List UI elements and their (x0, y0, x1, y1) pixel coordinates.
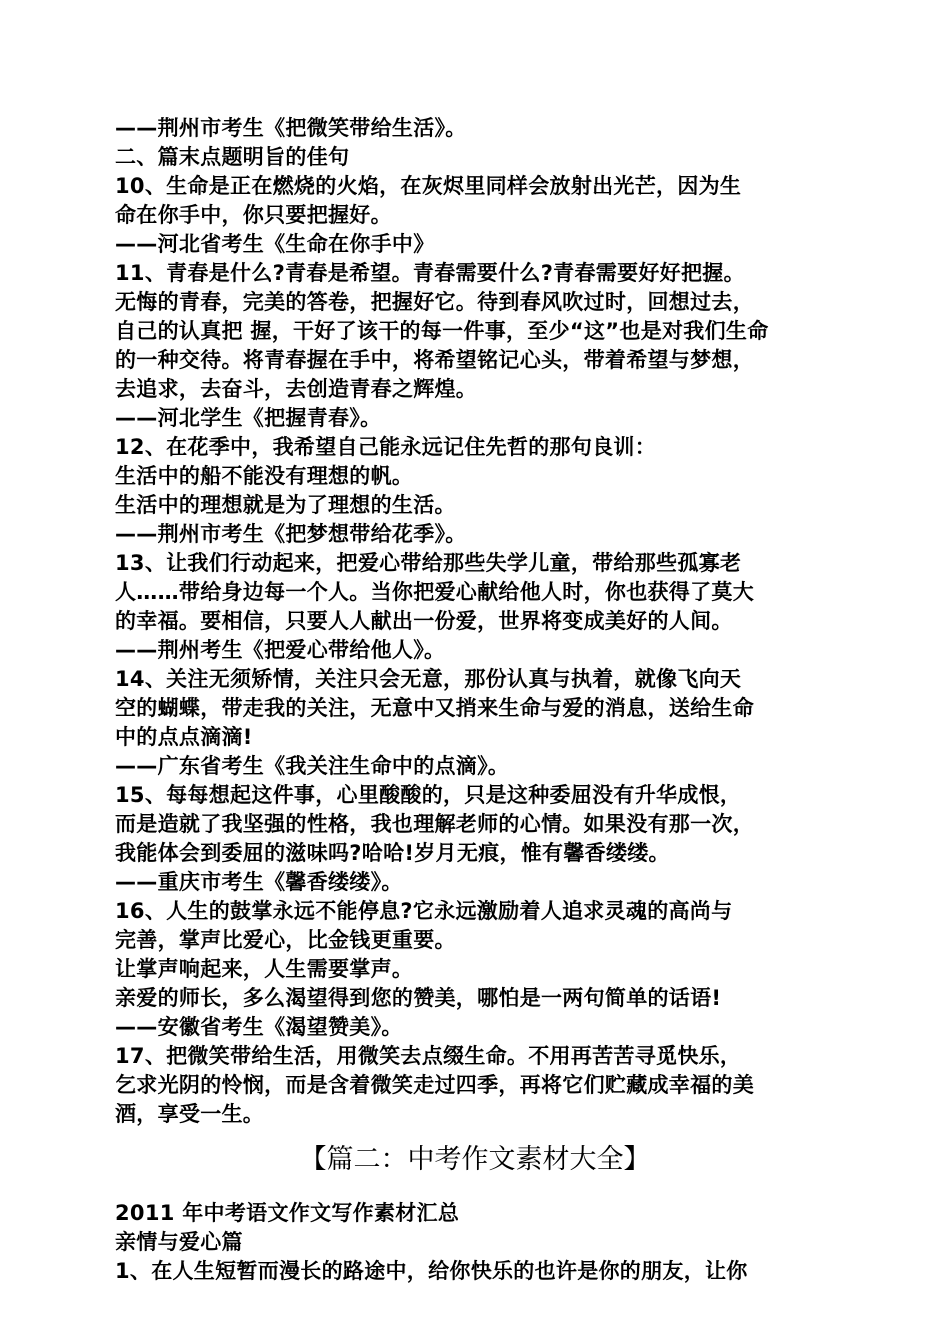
text-line: ——重庆市考生《馨香缕缕》。 (115, 870, 403, 894)
text-line: 17、把微笑带给生活，用微笑去点缀生命。不用再苦苦寻觅快乐， (115, 1044, 742, 1068)
section-heading: 【篇二：中考作文素材大全】 (299, 1144, 651, 1175)
text-line: 人……带给身边每一个人。当你把爱心献给他人时，你也获得了莫大 (115, 580, 754, 604)
text-line: 15、每每想起这件事，心里酸酸的，只是这种委屈没有升华成恨， (115, 783, 742, 807)
text-line: 10、生命是正在燃烧的火焰，在灰烬里同样会放射出光芒，因为生 (115, 174, 742, 198)
text-line: ——荆州市考生《把微笑带给生活》。 (115, 116, 467, 140)
text-line: 去追求，去奋斗，去创造青春之辉煌。 (115, 377, 478, 401)
text-line: 13、让我们行动起来，把爱心带给那些失学儿童，带给那些孤寡老 (115, 551, 742, 575)
text-line: 空的蝴蝶，带走我的关注，无意中又捎来生命与爱的消息，送给生命 (115, 696, 754, 720)
text-line: 的幸福。要相信，只要人人献出一份爱，世界将变成美好的人间。 (115, 609, 733, 633)
text-line: 自己的认真把 握，干好了该干的每一件事，至少“这”也是对我们生命 (115, 319, 769, 343)
text-line: ——广东省考生《我关注生命中的点滴》。 (115, 754, 510, 778)
text-line: ——安徽省考生《渴望赞美》。 (115, 1015, 403, 1039)
subsection-title: 2011 年中考语文作文写作素材汇总 (115, 1201, 460, 1225)
section-subtitle: 二、篇末点题明旨的佳句 (115, 145, 350, 169)
text-line: 的一种交待。将青春握在手中，将希望铭记心头，带着希望与梦想， (115, 348, 754, 372)
text-line: 完善，掌声比爱心，比金钱更重要。 (115, 928, 456, 952)
text-line: 中的点点滴滴! (115, 725, 253, 749)
text-line: ——河北学生《把握青春》。 (115, 406, 382, 430)
text-line: 生活中的理想就是为了理想的生活。 (115, 493, 456, 517)
text-line: 让掌声响起来，人生需要掌声。 (115, 957, 414, 981)
text-line: 1、在人生短暂而漫长的路途中，给你快乐的也许是你的朋友，让你 (115, 1259, 748, 1283)
text-line: ——荆州市考生《把梦想带给花季》。 (115, 522, 467, 546)
text-line: 11、青春是什么?青春是希望。青春需要什么?青春需要好好把握。 (115, 261, 745, 285)
text-line: 而是造就了我坚强的性格，我也理解老师的心情。如果没有那一次， (115, 812, 754, 836)
text-line: 我能体会到委屈的滋味吗?哈哈!岁月无痕，惟有馨香缕缕。 (115, 841, 670, 865)
text-line: ——荆州考生《把爱心带给他人》。 (115, 638, 446, 662)
text-line: 16、人生的鼓掌永远不能停息?它永远激励着人追求灵魂的高尚与 (115, 899, 733, 923)
text-line: 12、在花季中，我希望自己能永远记住先哲的那句良训： (115, 435, 657, 459)
text-line: 亲爱的师长，多么渴望得到您的赞美，哪怕是一两句简单的话语! (115, 986, 722, 1010)
text-line: 无悔的青春，完美的答卷，把握好它。待到春风吹过时，回想过去， (115, 290, 754, 314)
text-line: ——河北省考生《生命在你手中》 (115, 232, 435, 256)
text-line: 乞求光阴的怜悯，而是含着微笑走过四季，再将它们贮藏成幸福的美 (115, 1073, 754, 1097)
subsection-subtitle: 亲情与爱心篇 (115, 1230, 243, 1254)
text-line: 生活中的船不能没有理想的帆。 (115, 464, 414, 488)
text-line: 14、关注无须矫情，关注只会无意，那份认真与执着，就像飞向天 (115, 667, 742, 691)
text-line: 命在你手中，你只要把握好。 (115, 203, 392, 227)
text-line: 酒，享受一生。 (115, 1102, 265, 1126)
